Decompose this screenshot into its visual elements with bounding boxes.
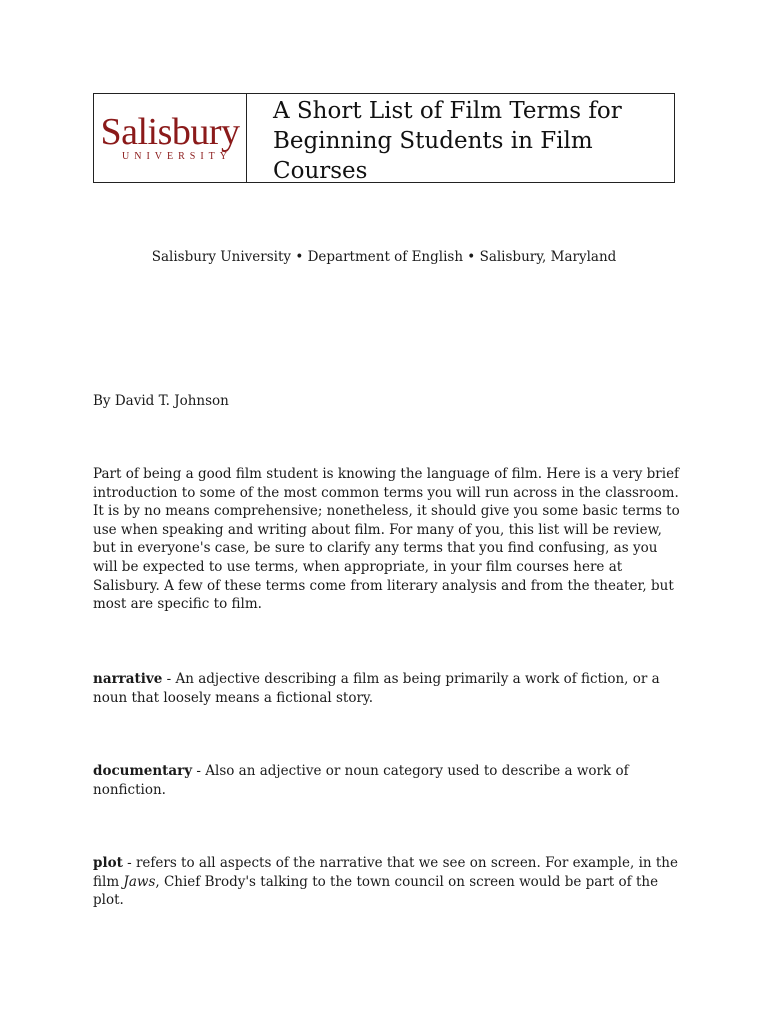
title-block — [93, 93, 675, 183]
document-title — [273, 96, 674, 186]
term-definition: - Also an adjective or noun category used to describe a work of nonfiction. — [93, 763, 629, 798]
film-title: Jaws — [123, 873, 156, 890]
term-entry-plot — [93, 854, 683, 910]
title-cell — [247, 94, 674, 182]
term-definition: - refers to all aspects of the narrative that we see on screen. For example, in the film — [93, 855, 678, 890]
intro-paragraph: Part of being a good film student is knowing the language of film. Here is a very brief introduction to some of the most common terms you will run across in the classroom. It is by no means comprehensive; nonetheless, it should give you some basic terms to use when speaking and writing about film. For many of you, this list will be review, but in everyone's case, be sure to clarify any terms that you find confusing, as you will be expected to use terms, when appropriate, in your film courses here at Salisbury. A few of these terms come from literary analysis and from the theater, but most are specific to film. — [93, 466, 680, 613]
term-entry-documentary — [93, 762, 683, 799]
term-name: documentary — [93, 763, 193, 779]
author-byline: By David T. Johnson — [93, 393, 229, 409]
affiliation-line: Salisbury University • Department of English • Salisbury, Maryland — [151, 249, 617, 265]
term-definition: - An adjective describing a film as being primarily a work of fiction, or a noun that loosely means a fictional story. — [93, 671, 660, 706]
term-entry-narrative — [93, 670, 683, 707]
logo-wordmark: Salisbury — [100, 111, 240, 153]
term-definition-continued: , Chief Brody's talking to the town council on screen would be part of the plot. — [93, 873, 659, 909]
title-line-1: A Short List of Film Terms for — [273, 98, 622, 124]
title-line-2: Beginning Students in Film — [273, 128, 593, 154]
term-name: narrative — [93, 671, 163, 687]
university-logo — [94, 94, 247, 182]
term-name: plot — [93, 855, 123, 871]
title-line-3: Courses — [273, 158, 368, 184]
logo-subtitle: UNIVERSITY — [122, 151, 232, 162]
